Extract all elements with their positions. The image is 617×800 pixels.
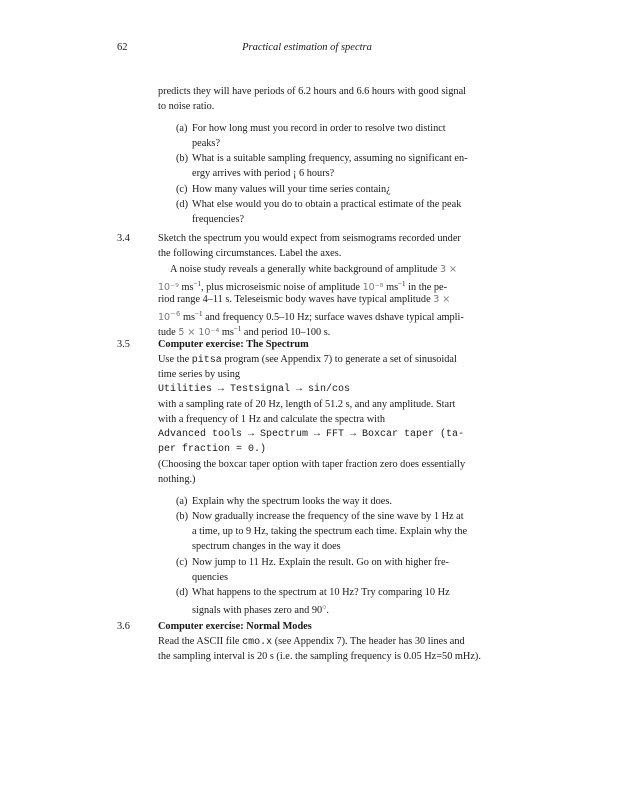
program-name: pitsa <box>191 355 222 366</box>
math-value: 10⁻⁹ <box>158 282 179 293</box>
text-run: riod range 4–11 s. Teleseismic body waves have typical amplitude <box>158 294 431 305</box>
menu-path: Utilities → Testsignal → sin/cos <box>158 384 351 395</box>
question-label: (b) <box>176 153 189 164</box>
math-value: 3 × <box>433 294 451 305</box>
exercise-text <box>158 352 457 368</box>
unit-exponent: −1 <box>195 310 203 318</box>
question-text: How many values will your time series contain¿ <box>192 184 391 195</box>
unit: ms <box>181 282 194 293</box>
exercise-text: nothing.) <box>158 474 196 485</box>
question-text: spectrum changes in the way it does <box>192 541 341 552</box>
text-run: signals with phases zero and 90 <box>192 605 323 616</box>
exercise-text: time series by using <box>158 369 241 380</box>
intro-line: to noise ratio. <box>158 101 215 112</box>
exercise-text <box>170 262 457 277</box>
exercise-number: 3.4 <box>117 233 130 244</box>
text-run: A noise study reveals a generally white background of amplitude <box>170 264 438 275</box>
exercise-text: the following circumstances. Label the axes. <box>158 248 342 259</box>
question-text: peaks? <box>192 138 221 149</box>
exercise-title: Computer exercise: Normal Modes <box>158 621 312 632</box>
question-text: quencies <box>192 572 229 583</box>
question-text: What else would you do to obtain a practical estimate of the peak <box>192 199 462 210</box>
unit-exponent: −1 <box>233 325 242 333</box>
unit-exponent: −1 <box>193 280 201 288</box>
text-run: . <box>326 605 329 616</box>
question-text <box>192 600 329 618</box>
text-run: , plus microseismic noise of amplitude <box>200 282 360 293</box>
exercise-text: the sampling interval is 20 s (i.e. the sampling frequency is 0.05 Hz=50 mHz). <box>158 651 481 662</box>
unit: ms <box>386 282 399 293</box>
question-label: (a) <box>176 496 188 507</box>
question-text: Now gradually increase the frequency of the sine wave by 1 Hz at <box>192 511 464 522</box>
question-label: (a) <box>176 123 188 134</box>
text-run: tude <box>158 327 176 338</box>
exercise-text: with a frequency of 1 Hz and calculate the spectra with <box>158 414 386 425</box>
question-text: frequencies? <box>192 214 245 225</box>
question-text: What happens to the spectrum at 10 Hz? Try comparing 10 Hz <box>192 587 450 598</box>
intro-line: predicts they will have periods of 6.2 hours and 6.6 hours with good signal <box>158 86 467 97</box>
exercise-text <box>158 292 450 307</box>
question-label: (d) <box>176 587 189 598</box>
math-exponent: −6 <box>170 310 181 318</box>
question-label: (c) <box>176 557 188 568</box>
unit: ms <box>221 327 234 338</box>
math-value: 10⁻⁸ <box>362 282 384 293</box>
math-value: 10 <box>158 312 171 323</box>
unit: ms <box>183 312 196 323</box>
text-run: and frequency 0.5–10 Hz; surface waves dshave typical ampli- <box>205 312 464 323</box>
degree-sign: ○ <box>322 603 327 611</box>
running-title: Practical estimation of spectra <box>242 42 372 53</box>
question-text: ergy arrives with period ¡ 6 hours? <box>192 168 335 179</box>
question-label: (d) <box>176 199 189 210</box>
text-run: (see Appendix 7). The header has 30 lines and <box>274 636 465 647</box>
math-value: 5 × 10⁻⁴ <box>178 327 220 338</box>
menu-path: Advanced tools → Spectrum → FFT → Boxcar taper (ta- <box>158 429 465 440</box>
exercise-number: 3.6 <box>117 621 130 632</box>
question-text: a time, up to 9 Hz, taking the spectrum each time. Explain why the <box>192 526 468 537</box>
text-run: Use the <box>158 354 190 365</box>
text-run: in the pe- <box>408 282 448 293</box>
text-run: Read the ASCII file <box>158 636 240 647</box>
exercise-text: (Choosing the boxcar taper option with taper fraction zero does essentially <box>158 459 466 470</box>
text-run: and period 10–100 s. <box>243 327 331 338</box>
menu-path: per fraction = 0.) <box>158 444 267 455</box>
text-run: program (see Appendix 7) to generate a set of sinusoidal <box>224 354 457 365</box>
exercise-text <box>158 634 465 650</box>
file-name: cmo.x <box>242 637 273 648</box>
question-text: Now jump to 11 Hz. Explain the result. Go on with higher fre- <box>192 557 449 568</box>
exercise-text: Sketch the spectrum you would expect from seismograms recorded under <box>158 233 461 244</box>
exercise-text: with a sampling rate of 20 Hz, length of 51.2 s, and any amplitude. Start <box>158 399 456 410</box>
question-label: (c) <box>176 184 188 195</box>
exercise-title: Computer exercise: The Spectrum <box>158 339 309 350</box>
running-header <box>117 42 497 56</box>
page-number: 62 <box>117 42 128 53</box>
question-label: (b) <box>176 511 189 522</box>
question-text: Explain why the spectrum looks the way it does. <box>192 496 392 507</box>
question-text: For how long must you record in order to resolve two distinct <box>192 123 446 134</box>
exercise-number: 3.5 <box>117 339 130 350</box>
question-text: What is a suitable sampling frequency, assuming no significant en- <box>192 153 468 164</box>
math-value: 3 × <box>439 264 457 275</box>
unit-exponent: −1 <box>398 280 406 288</box>
